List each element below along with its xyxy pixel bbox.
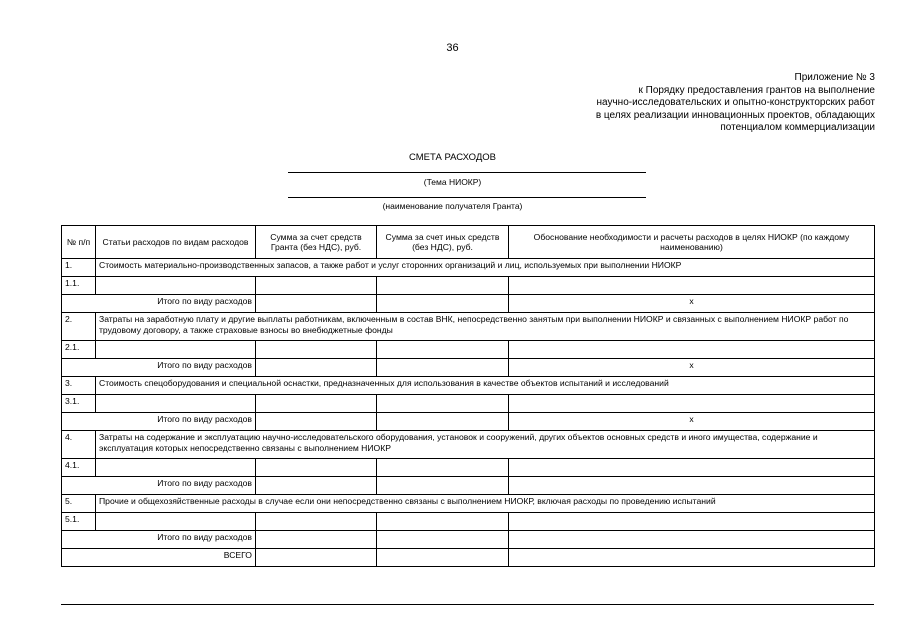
- subitem-number: 5.1.: [62, 513, 96, 531]
- header-number: № п/п: [62, 226, 96, 259]
- document-title: СМЕТА РАСХОДОВ: [409, 152, 496, 163]
- other-amount-cell[interactable]: [377, 459, 509, 477]
- subtotal-row: [62, 295, 875, 313]
- table-row: [62, 459, 875, 477]
- grant-subtotal-cell[interactable]: [256, 477, 377, 495]
- table-header-row: [62, 226, 875, 259]
- subitem-number: 3.1.: [62, 395, 96, 413]
- header-grant-amount: Сумма за счет средств Гранта (без НДС), руб.: [256, 226, 377, 259]
- subtotal-row: [62, 531, 875, 549]
- justification-cell[interactable]: [509, 341, 875, 359]
- grant-subtotal-cell[interactable]: [256, 295, 377, 313]
- page-number: 36: [446, 42, 459, 54]
- section-title: Прочие и общехозяйственные расходы в случае если они непосредственно связаны с выполнением НИОКР, включая расходы по проведению испытаний: [96, 495, 875, 513]
- other-subtotal-cell[interactable]: [377, 359, 509, 377]
- grant-subtotal-cell[interactable]: [256, 413, 377, 431]
- justification-na-mark: x: [509, 413, 875, 431]
- table-row: [62, 513, 875, 531]
- section-row: [62, 377, 875, 395]
- topic-fill-line: [288, 172, 646, 173]
- section-number: 5.: [62, 495, 96, 513]
- section-number: 1.: [62, 259, 96, 277]
- grant-amount-cell[interactable]: [256, 277, 377, 295]
- justification-total-cell[interactable]: [509, 549, 875, 567]
- expense-cell[interactable]: [96, 395, 256, 413]
- appendix-line: потенциалом коммерциализации: [720, 122, 875, 133]
- table-row: [62, 341, 875, 359]
- section-title: Затраты на заработную плату и другие выплаты работникам, включенным в состав ВНК, непосредственно занятым при выполнении НИОКР и связанных с выполнением НИОКР работ по трудовому договору, а также страховые взносы во внебюджетные фонды: [96, 313, 875, 341]
- subitem-number: 4.1.: [62, 459, 96, 477]
- subtotal-label: Итого по виду расходов: [62, 477, 256, 495]
- other-amount-cell[interactable]: [377, 395, 509, 413]
- appendix-line: в целях реализации инновационных проектов, обладающих: [595, 109, 875, 121]
- subtotal-row: [62, 413, 875, 431]
- section-title: Затраты на содержание и эксплуатацию научно-исследовательского оборудования, установок и сооружений, других объектов основных средств и иного имущества, содержание и эксплуатация которых непосредственно связаны с выполнением НИОКР: [96, 431, 875, 459]
- bottom-divider: [61, 604, 874, 605]
- justification-cell[interactable]: [509, 277, 875, 295]
- header-other-amount: Сумма за счет иных средств (без НДС), руб.: [377, 226, 509, 259]
- appendix-note: [515, 72, 875, 135]
- section-row: [62, 431, 875, 459]
- expense-cell[interactable]: [96, 341, 256, 359]
- grand-total-label: ВСЕГО: [62, 549, 256, 567]
- justification-na-mark: x: [509, 295, 875, 313]
- grant-total-cell[interactable]: [256, 549, 377, 567]
- header-justification: Обоснование необходимости и расчеты расходов в целях НИОКР (по каждому наименованию): [509, 226, 875, 259]
- expense-cell[interactable]: [96, 459, 256, 477]
- other-subtotal-cell[interactable]: [377, 295, 509, 313]
- subitem-number: 1.1.: [62, 277, 96, 295]
- grant-amount-cell[interactable]: [256, 513, 377, 531]
- section-title: Стоимость материально-производственных запасов, а также работ и услуг сторонних организаций и лиц, используемых при выполнении НИОКР: [96, 259, 875, 277]
- appendix-line: Приложение № 3: [794, 72, 875, 83]
- recipient-fill-line: [288, 197, 646, 198]
- grant-subtotal-cell[interactable]: [256, 531, 377, 549]
- section-number: 3.: [62, 377, 96, 395]
- section-number: 4.: [62, 431, 96, 459]
- justification-na-mark: x: [509, 359, 875, 377]
- other-amount-cell[interactable]: [377, 341, 509, 359]
- table-row: [62, 395, 875, 413]
- other-subtotal-cell[interactable]: [377, 477, 509, 495]
- other-amount-cell[interactable]: [377, 513, 509, 531]
- subtotal-label: Итого по виду расходов: [62, 295, 256, 313]
- grant-amount-cell[interactable]: [256, 459, 377, 477]
- subtotal-label: Итого по виду расходов: [62, 359, 256, 377]
- grant-amount-cell[interactable]: [256, 395, 377, 413]
- grant-subtotal-cell[interactable]: [256, 359, 377, 377]
- subtotal-row: [62, 359, 875, 377]
- justification-cell[interactable]: [509, 477, 875, 495]
- appendix-line: к Порядку предоставления грантов на выполнение: [638, 84, 875, 96]
- topic-caption: (Тема НИОКР): [423, 177, 482, 187]
- table-row: [62, 277, 875, 295]
- other-subtotal-cell[interactable]: [377, 531, 509, 549]
- expense-cell[interactable]: [96, 277, 256, 295]
- subtotal-row: [62, 477, 875, 495]
- grant-amount-cell[interactable]: [256, 341, 377, 359]
- justification-cell[interactable]: [509, 459, 875, 477]
- section-row: [62, 259, 875, 277]
- section-title: Стоимость спецоборудования и специальной оснастки, предназначенных для использования в качестве объектов испытаний и исследований: [96, 377, 875, 395]
- other-subtotal-cell[interactable]: [377, 413, 509, 431]
- expense-cell[interactable]: [96, 513, 256, 531]
- other-total-cell[interactable]: [377, 549, 509, 567]
- appendix-line: научно-исследовательских и опытно-конструкторских работ: [596, 97, 875, 108]
- justification-cell[interactable]: [509, 513, 875, 531]
- justification-cell[interactable]: [509, 395, 875, 413]
- section-row: [62, 495, 875, 513]
- section-number: 2.: [62, 313, 96, 341]
- grand-total-row: [62, 549, 875, 567]
- justification-cell[interactable]: [509, 531, 875, 549]
- section-row: [62, 313, 875, 341]
- recipient-caption: (наименование получателя Гранта): [382, 201, 523, 211]
- header-expense-item: Статьи расходов по видам расходов: [96, 226, 256, 259]
- estimate-table: [61, 225, 875, 567]
- subtotal-label: Итого по виду расходов: [62, 531, 256, 549]
- subitem-number: 2.1.: [62, 341, 96, 359]
- subtotal-label: Итого по виду расходов: [62, 413, 256, 431]
- other-amount-cell[interactable]: [377, 277, 509, 295]
